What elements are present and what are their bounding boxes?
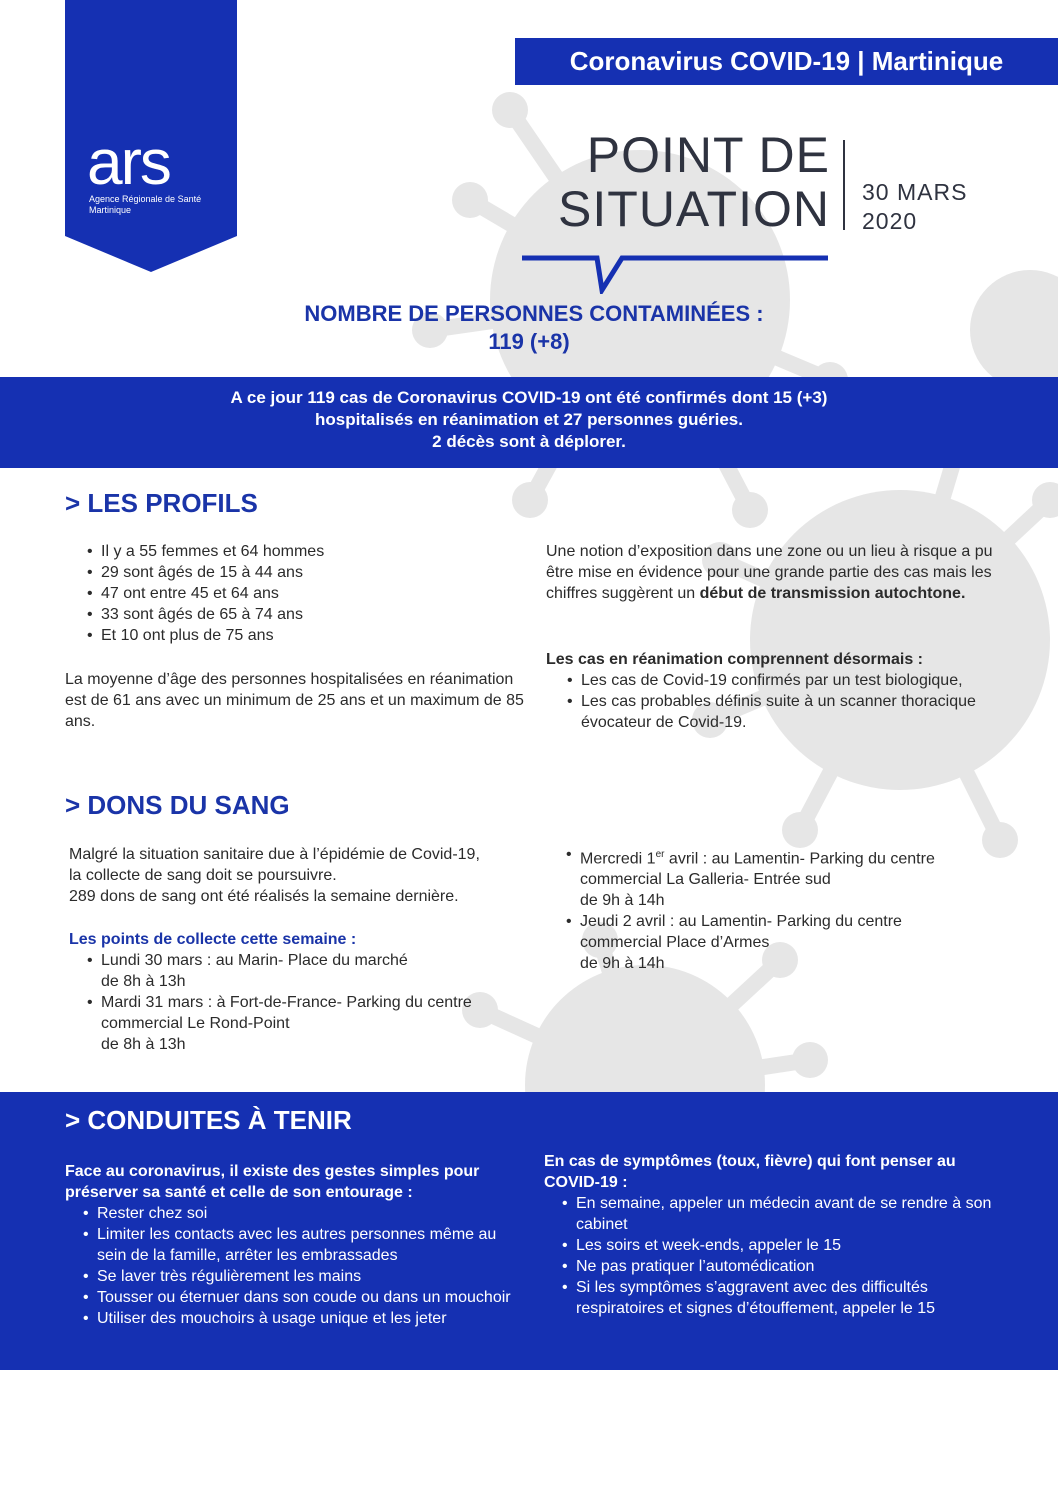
contamines-value: 119 (+8) (488, 329, 570, 354)
title-divider (843, 140, 845, 230)
collecte-item (87, 950, 537, 992)
profil-item: • Et 10 ont plus de 75 ans (87, 625, 517, 646)
conduite-item: • Limiter les contacts avec les autres personnes même au sein de la famille, arrêter les embrassades (83, 1224, 523, 1266)
conduite-item: • Ne pas pratiquer l’automédication (562, 1256, 1007, 1277)
logo-subtitle (89, 194, 201, 216)
summary-line1: A ce jour 119 cas de Coronavirus COVID-19 ont été confirmés dont 15 (+3) (230, 388, 828, 407)
collecte-item-line: • Mardi 31 mars : à Fort-de-France- Parking du centre (101, 994, 472, 1011)
collecte-item-line: de 9h à 14h (580, 955, 665, 973)
collecte-item-line: commercial Le Rond-Point (101, 1015, 290, 1032)
speech-bubble-underline (522, 254, 832, 294)
profils-list (87, 541, 517, 646)
contamines-label: NOMBRE DE PERSONNES CONTAMINÉES : (304, 301, 764, 326)
date-line2: 2020 (862, 208, 918, 234)
dons-heading: > DONS DU SANG (65, 790, 290, 820)
exposition-bold: début de transmission autochtone. (699, 585, 966, 602)
title-line2: SITUATION (558, 181, 830, 237)
conduite-item: • Utiliser des mouchoirs à usage unique et les jeter (83, 1308, 523, 1329)
date-line1: 30 MARS (862, 179, 968, 205)
collecte-item-line: de 9h à 14h (580, 892, 665, 910)
dons-intro-line3: 289 dons de sang ont été réalisés la semaine dernière. (69, 888, 459, 905)
reanimation-item: • Les cas de Covid-19 confirmés par un test biologique, (567, 670, 1007, 691)
reanimation-heading: Les cas en réanimation comprennent désormais : (546, 651, 924, 668)
logo-sub-line2: Martinique (89, 205, 132, 215)
collecte-item-line: de 8h à 13h (101, 973, 186, 990)
profils-heading: > LES PROFILS (65, 488, 258, 518)
conduites-left-list (83, 1203, 523, 1329)
summary-banner (0, 377, 1058, 468)
dons-intro-line2: la collecte de sang doit se poursuivre. (69, 867, 337, 884)
dons-intro-line1: Malgré la situation sanitaire due à l’épidémie de Covid-19, (69, 846, 480, 863)
profil-item: • 47 ont entre 45 et 64 ans (87, 583, 517, 604)
profil-item: • Il y a 55 femmes et 64 hommes (87, 541, 517, 562)
exposition-plain: Une notion d’exposition dans une zone ou un lieu à risque a pu être mise en évidence pour une grande partie des cas mais les chiffres suggèrent un (546, 543, 993, 602)
points-collecte-list-left (87, 950, 537, 1055)
title-line1: POINT DE (586, 127, 830, 183)
collecte-item-line: • Jeudi 2 avril : au Lamentin- Parking du centre (580, 913, 902, 931)
collecte-item-line: commercial La Galleria- Entrée sud (580, 871, 831, 889)
contamines-count (0, 300, 1058, 356)
collecte-item-line: commercial Place d’Armes (580, 934, 770, 952)
collecte-item (566, 911, 1016, 974)
conduite-item: • Les soirs et week-ends, appeler le 15 (562, 1235, 1007, 1256)
profil-item: • 33 sont âgés de 65 à 74 ans (87, 604, 517, 625)
conduite-item: • Si les symptômes s’aggravent avec des difficultés respiratoires et signes d’étouffement, appeler le 15 (562, 1277, 1007, 1319)
conduite-item: • Se laver très régulièrement les mains (83, 1266, 523, 1287)
profil-item: • 29 sont âgés de 15 à 44 ans (87, 562, 517, 583)
page-title (540, 128, 830, 236)
ars-logo (65, 0, 237, 272)
collecte-item (87, 992, 537, 1055)
conduites-left-intro: Face au coronavirus, il existe des gestes simples pour préserver sa santé et celle de son entourage : (65, 1163, 480, 1201)
collecte-item-line (580, 844, 1016, 869)
conduites-right-intro: En cas de symptômes (toux, fièvre) qui font penser au COVID-19 : (544, 1153, 956, 1191)
dons-intro (69, 844, 539, 907)
summary-line3: 2 décès sont à déplorer. (432, 432, 626, 451)
points-collecte-heading: Les points de collecte cette semaine : (69, 931, 357, 948)
conduite-item: • Rester chez soi (83, 1203, 523, 1224)
collecte-place: avril : au Lamentin- Parking du centre (664, 850, 935, 868)
moyenne-age-text: La moyenne d’âge des personnes hospitalisées en réanimation est de 61 ans avec un minimum de 25 ans et un maximum de 85 ans. (65, 671, 524, 730)
reanimation-list (567, 670, 1007, 733)
summary-line2: hospitalisés en réanimation et 27 personnes guéries. (315, 410, 743, 429)
collecte-item (566, 844, 1016, 911)
logo-sub-line1: Agence Régionale de Santé (89, 194, 202, 204)
conduites-heading: > CONDUITES À TENIR (65, 1105, 352, 1135)
collecte-day: Mercredi 1 (580, 850, 656, 868)
conduite-item: • En semaine, appeler un médecin avant de se rendre à son cabinet (562, 1193, 1007, 1235)
conduites-right-list (562, 1193, 1007, 1319)
collecte-item-line: de 8h à 13h (101, 1036, 186, 1053)
reanimation-item: • Les cas probables définis suite à un scanner thoracique évocateur de Covid-19. (567, 691, 1007, 733)
covid-banner: Coronavirus COVID-19 | Martinique (515, 38, 1058, 85)
logo-text: ars (87, 126, 170, 198)
exposition-text (546, 541, 1006, 604)
points-collecte-list-right (566, 844, 1016, 974)
collecte-item-line: • Lundi 30 mars : au Marin- Place du marché (101, 952, 408, 969)
conduite-item: • Tousser ou éternuer dans son coude ou dans un mouchoir (83, 1287, 523, 1308)
ordinal-suffix: er (655, 849, 665, 860)
report-date (862, 178, 967, 236)
